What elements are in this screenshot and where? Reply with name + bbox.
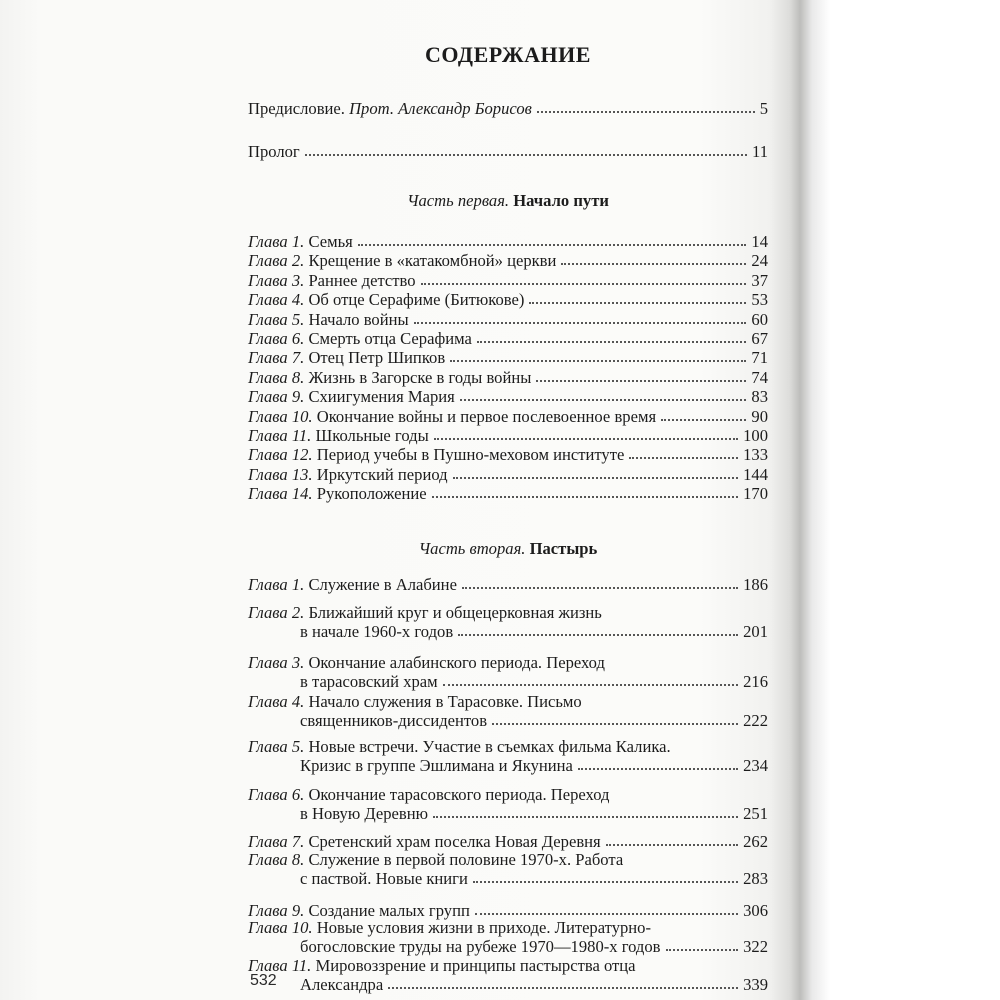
chapter-number: Глава 9.: [248, 387, 305, 407]
page-number: 170: [743, 484, 768, 504]
chapter-title: Смерть отца Серафима: [308, 329, 472, 348]
part-heading-1: [248, 191, 768, 211]
chapter-title-continuation: священников-диссидентов: [300, 711, 488, 730]
chapter-title-continuation: Кризис в группе Эшлимана и Якунина: [300, 756, 573, 775]
dot-leader: [606, 844, 738, 846]
toc-entry-chapter: [248, 290, 768, 309]
chapter-title: Схиигумения Мария: [308, 387, 455, 407]
toc-entry-chapter-continuation: [248, 672, 768, 691]
toc-entry-preface: [248, 99, 768, 118]
dot-leader: [453, 477, 738, 479]
chapter-label: [248, 329, 472, 348]
chapter-title: Период учебы в Пушно-меховом институте: [316, 445, 625, 465]
dot-leader: [414, 322, 747, 324]
chapter-number: Глава 6.: [248, 785, 305, 804]
dot-leader: [661, 419, 746, 421]
chapter-label: [248, 310, 409, 329]
chapter-number: Глава 7.: [248, 832, 305, 851]
part-name: Начало пути: [513, 191, 609, 210]
page-number: 74: [751, 367, 768, 387]
chapter-label: [248, 737, 768, 756]
page-title: СОДЕРЖАНИЕ: [425, 42, 591, 67]
toc-entry-chapter-continuation: [248, 711, 768, 730]
chapter-title: Жизнь в Загорске в годы войны: [308, 367, 532, 387]
dot-leader: [477, 341, 747, 343]
chapter-number: Глава 3.: [248, 653, 305, 672]
chapter-title: Начало войны: [308, 309, 409, 329]
toc-entry-chapter: [248, 832, 768, 851]
chapter-number: Глава 10.: [248, 918, 313, 937]
toc-entry-chapter: [248, 850, 768, 869]
toc-entry-chapter: [248, 387, 768, 406]
dot-leader: [475, 913, 738, 915]
dot-leader: [460, 399, 747, 401]
chapter-title: Служение в первой половине 1970-х. Работа: [308, 850, 624, 869]
chapter-title: Окончание тарасовского периода. Переход: [308, 785, 610, 804]
chapter-number: Глава 10.: [248, 406, 313, 426]
page-number: 71: [751, 348, 768, 368]
page-number: 322: [743, 937, 768, 956]
chapter-title: Ближайший круг и общецерковная жизнь: [308, 603, 602, 622]
toc-entry-prologue: [248, 142, 768, 161]
chapter-label: [248, 785, 768, 804]
toc-entry-chapter: [248, 251, 768, 270]
dot-leader: [578, 768, 738, 770]
chapter-label: [248, 465, 448, 484]
chapter-title: Создание малых групп: [308, 901, 470, 920]
dot-leader: [537, 111, 755, 113]
toc-entry-chapter-continuation: [248, 975, 768, 994]
dot-leader: [529, 302, 746, 304]
page-number: 5: [759, 99, 768, 118]
chapter-number: Глава 2.: [248, 603, 305, 622]
chapter-title-continuation: в Новую Деревню: [300, 804, 429, 823]
part-label: Часть первая.: [407, 191, 510, 210]
page-number: 262: [743, 832, 768, 851]
page-number: 222: [743, 711, 768, 730]
chapter-label: [248, 918, 768, 937]
toc-entry-chapter: [248, 918, 768, 937]
dot-leader: [421, 283, 747, 285]
chapter-number: Глава 9.: [248, 901, 305, 920]
chapter-title-continuation: богословские труды на рубеже 1970—1980-х годов: [300, 937, 661, 956]
chapter-number: Глава 7.: [248, 348, 305, 368]
dot-leader: [388, 987, 738, 989]
page-number: 306: [743, 901, 768, 920]
dot-leader: [358, 244, 747, 246]
part-label: Часть вторая.: [418, 539, 526, 558]
toc-entry-chapter: [248, 426, 768, 445]
page-number: 251: [743, 804, 768, 823]
chapter-number: Глава 11.: [248, 956, 312, 975]
chapter-label: [248, 387, 455, 406]
page-number: 144: [743, 464, 768, 484]
chapter-number: Глава 5.: [248, 309, 305, 329]
page-number: 133: [743, 445, 768, 465]
page-number: 201: [743, 622, 768, 641]
page-number: 339: [743, 975, 768, 994]
toc-entry-chapter: [248, 465, 768, 484]
toc-entry-chapter: [248, 956, 768, 975]
chapter-title: Новые условия жизни в приходе. Литературно-: [316, 918, 651, 937]
chapter-label: [248, 445, 624, 464]
page-number: 24: [751, 251, 768, 271]
toc-entry-chapter-continuation: [248, 804, 768, 823]
toc-entry-chapter: [248, 484, 768, 503]
chapter-number: Глава 8.: [248, 850, 305, 869]
page-number: 11: [752, 142, 768, 161]
page-number: 60: [751, 309, 768, 329]
page-number: 67: [751, 329, 768, 348]
chapter-title: Отец Петр Шипков: [308, 348, 446, 368]
chapter-number: Глава 5.: [248, 737, 305, 756]
chapter-title: Служение в Алабине: [308, 575, 457, 594]
chapter-label: [248, 692, 768, 711]
chapter-label: [248, 956, 768, 975]
chapter-title-continuation: Александра: [300, 975, 384, 994]
toc-entry-chapter: [248, 653, 768, 672]
toc-entry-chapter: [248, 368, 768, 387]
chapter-number: Глава 8.: [248, 367, 305, 387]
page-folio: 532: [250, 972, 277, 989]
chapter-label: [248, 850, 768, 869]
chapter-title: Семья: [308, 232, 353, 251]
toc-entry-chapter-continuation: [248, 937, 768, 956]
chapter-number: Глава 1.: [248, 575, 305, 594]
chapter-label: [248, 484, 427, 503]
chapter-label: [248, 832, 601, 851]
page-number: 234: [743, 756, 768, 775]
chapter-title-continuation: в начале 1960-х годов: [300, 622, 454, 641]
page-number: 37: [751, 270, 768, 290]
chapter-label: [248, 653, 768, 672]
dot-leader: [433, 816, 738, 818]
page-number: 90: [751, 406, 768, 426]
chapter-number: Глава 4.: [248, 692, 305, 711]
chapter-number: Глава 2.: [248, 251, 305, 271]
chapter-label: [248, 426, 429, 445]
chapter-title: Рукоположение: [316, 484, 427, 504]
chapter-label: [248, 575, 457, 594]
dot-leader: [666, 949, 739, 951]
chapter-title: Сретенский храм поселка Новая Деревня: [308, 832, 601, 851]
toc-entry-chapter: [248, 329, 768, 348]
chapter-title: Мировоззрение и принципы пастырства отца: [315, 956, 636, 975]
chapter-number: Глава 3.: [248, 270, 305, 290]
chapter-title-continuation: в тарасовский храм: [300, 672, 438, 691]
part-name: Пастырь: [529, 539, 598, 558]
prologue-label: Пролог: [248, 142, 300, 161]
chapter-label: [248, 368, 531, 387]
preface-author: Прот. Александр Борисов: [349, 99, 532, 118]
chapter-title: Окончание алабинского периода. Переход: [308, 653, 605, 672]
dot-leader: [492, 723, 738, 725]
dot-leader: [450, 360, 746, 362]
chapter-number: Глава 12.: [248, 445, 313, 465]
toc-entry-chapter-continuation: [248, 756, 768, 775]
dot-leader: [432, 496, 738, 498]
dot-leader: [305, 154, 747, 156]
chapter-title-continuation: с паствой. Новые книги: [300, 869, 468, 888]
page-number: 14: [751, 232, 768, 251]
page-number: 53: [751, 290, 768, 310]
chapter-title: Иркутский период: [316, 464, 448, 484]
toc-entry-chapter: [248, 737, 768, 756]
toc-entry-chapter: [248, 407, 768, 426]
chapter-label: [248, 232, 353, 251]
toc-entry-chapter: [248, 271, 768, 290]
toc-entry-chapter: [248, 603, 768, 622]
toc-entry-chapter: [248, 575, 768, 594]
toc-entry-chapter: [248, 232, 768, 251]
chapter-number: Глава 4.: [248, 290, 305, 310]
toc-entry-chapter: [248, 692, 768, 711]
page-number: 100: [743, 426, 768, 445]
dot-leader: [462, 587, 738, 589]
page-number: 186: [743, 575, 768, 594]
chapter-title: Окончание войны и первое послевоенное время: [316, 406, 657, 426]
chapter-number: Глава 6.: [248, 329, 305, 348]
chapter-title: Об отце Серафиме (Битюкове): [308, 290, 525, 310]
chapter-number: Глава 1.: [248, 232, 305, 251]
part-heading-2: [248, 539, 768, 559]
page-number: 283: [743, 869, 768, 888]
chapter-title: Новые встречи. Участие в съемках фильма Калика.: [308, 737, 671, 756]
toc-entry-chapter: [248, 445, 768, 464]
toc-entry-chapter: [248, 785, 768, 804]
chapter-label: [248, 290, 524, 309]
chapter-title: Раннее детство: [308, 270, 416, 290]
chapter-number: Глава 13.: [248, 464, 313, 484]
dot-leader: [443, 684, 738, 686]
toc-entry-chapter: [248, 310, 768, 329]
chapter-number: Глава 11.: [248, 426, 312, 445]
chapter-title: Крещение в «катакомбной» церкви: [308, 251, 557, 271]
chapter-label: [248, 271, 416, 290]
toc-entry-chapter-continuation: [248, 869, 768, 888]
dot-leader: [434, 438, 738, 440]
page-number: 216: [743, 672, 768, 691]
dot-leader: [536, 380, 746, 382]
dot-leader: [561, 263, 746, 265]
chapter-label: [248, 407, 656, 426]
dot-leader: [458, 634, 738, 636]
chapter-title: Начало служения в Тарасовке. Письмо: [308, 692, 582, 711]
toc-entry-chapter: [248, 348, 768, 367]
chapter-title: Школьные годы: [315, 426, 429, 445]
chapter-label: [248, 348, 445, 367]
chapter-label: [248, 251, 556, 270]
chapter-label: [248, 603, 768, 622]
dot-leader: [629, 457, 738, 459]
dot-leader: [473, 881, 738, 883]
page-number: 83: [751, 387, 768, 407]
toc-entry-chapter-continuation: [248, 622, 768, 641]
preface-label: Предисловие.: [248, 99, 350, 118]
chapter-number: Глава 14.: [248, 484, 313, 504]
